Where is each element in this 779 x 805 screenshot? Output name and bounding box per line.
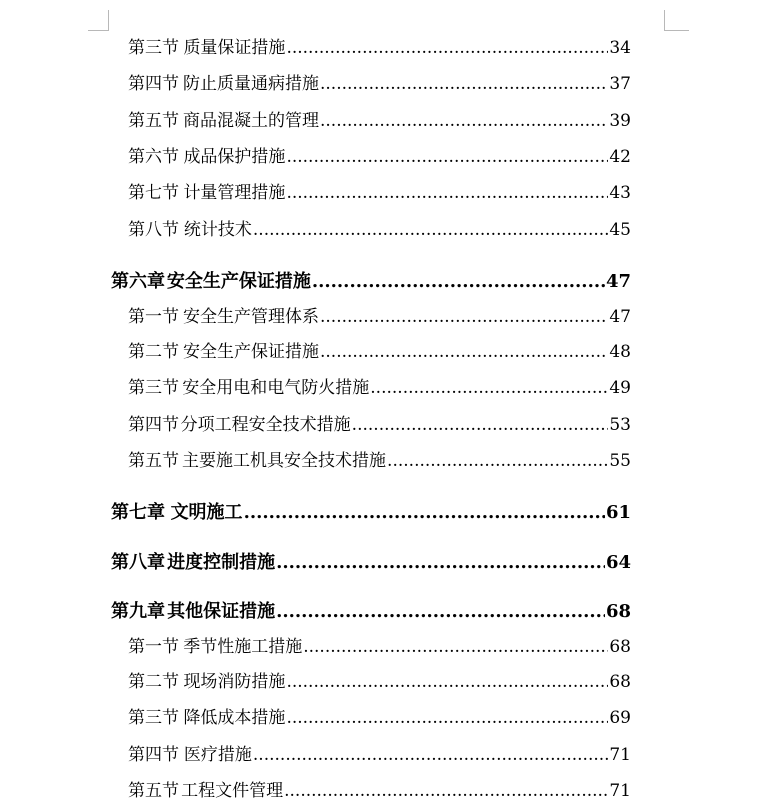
toc-entry-page: 71 [609,745,631,765]
toc-entry-page: 55 [609,451,631,471]
toc-leader-dots [276,552,605,574]
toc-entry-label: 第二节 [128,672,179,692]
toc-leader-dots [244,502,605,524]
toc-entry-title: 其他保证措施 [167,601,276,622]
toc-entry-section[interactable] [128,142,631,167]
toc-entry-label: 第九章 [111,601,165,622]
toc-entry-title: 安全用电和电气防火措施 [182,378,370,398]
toc-entry-page: 61 [605,502,631,523]
toc-entry-page: 53 [609,415,631,435]
toc-leader-dots [286,147,608,167]
toc-entry-section[interactable] [128,106,631,131]
toc-leader-dots [276,601,605,623]
toc-entry-page: 47 [605,271,631,292]
toc-entry-section[interactable] [128,632,631,657]
toc-entry-section[interactable] [128,302,631,327]
toc-entry-title: 现场消防措施 [183,672,286,692]
toc-entry-label: 第一节 [128,307,179,327]
toc-leader-dots [320,111,608,131]
toc-entry-title: 季节性施工措施 [183,637,303,657]
toc-entry-section[interactable] [128,740,631,765]
toc-entry-label: 第七节 [128,183,179,203]
toc-leader-dots [286,672,608,692]
toc-leader-dots [253,745,608,765]
toc-leader-dots [312,271,605,293]
toc-entry-label: 第六节 [128,147,179,167]
toc-entry-page: 42 [609,147,631,167]
toc-entry-section[interactable] [128,446,631,471]
toc-entry-page: 49 [609,378,631,398]
toc-entry-title: 安全生产保证措施 [182,342,319,362]
toc-entry-title: 分项工程安全技术措施 [180,415,351,435]
toc-entry-section[interactable] [128,178,631,203]
toc-entry-title: 降低成本措施 [183,708,286,728]
toc-entry-label: 第五节 [128,111,179,131]
toc-entry-chapter[interactable] [111,597,631,623]
toc-entry-chapter[interactable] [111,498,631,524]
toc-entry-label: 第二节 [128,342,179,362]
toc-leader-dots [320,307,608,327]
toc-entry-title: 主要施工机具安全技术措施 [182,451,387,471]
toc-entry-section[interactable] [128,69,631,94]
toc-entry-label: 第三节 [128,708,179,728]
toc-entry-label: 第八节 [128,220,179,240]
toc-entry-page: 64 [605,552,631,573]
toc-leader-dots [284,781,608,801]
toc-entry-page: 68 [609,672,631,692]
toc-entry-title: 成品保护措施 [183,147,286,167]
toc-entry-label: 第四节 [128,745,179,765]
toc-entry-label: 第八章 [111,552,165,573]
toc-entry-title: 安全生产管理体系 [182,307,319,327]
toc-entry-title: 安全生产保证措施 [166,271,311,292]
toc-entry-page: 39 [609,111,631,131]
toc-entry-page: 37 [609,74,631,94]
toc-entry-title: 统计技术 [183,220,252,240]
toc-leader-dots [286,183,608,203]
toc-entry-label: 第四节 [128,74,179,94]
toc-entry-section[interactable] [128,410,631,435]
toc-entry-section[interactable] [128,373,631,398]
toc-entry-title: 文明施工 [170,502,243,523]
toc-entry-section[interactable] [128,215,631,240]
toc-entry-page: 68 [609,637,631,657]
toc-entry-title: 防止质量通病措施 [182,74,319,94]
toc-entry-label: 第五节 [128,451,179,471]
toc-leader-dots [253,220,608,240]
toc-leader-dots [286,38,608,58]
toc-entry-page: 45 [609,220,631,240]
toc-entry-label: 第六章 [111,271,165,292]
toc-entry-label: 第七章 [111,502,165,523]
toc-entry-page: 47 [609,307,631,327]
toc-leader-dots [387,451,608,471]
toc-entry-page: 34 [609,38,631,58]
toc-entry-section[interactable] [128,703,631,728]
toc-leader-dots [352,415,609,435]
toc-entry-page: 43 [609,183,631,203]
toc-entry-label: 第三节 [128,38,179,58]
toc-entry-title: 计量管理措施 [183,183,286,203]
toc-entry-label: 第一节 [128,637,179,657]
toc-entry-page: 69 [609,708,631,728]
toc-entry-title: 质量保证措施 [183,38,286,58]
toc-entry-title: 工程文件管理 [181,781,284,801]
toc-leader-dots [320,74,608,94]
toc-entry-section[interactable] [128,667,631,692]
toc-entry-title: 商品混凝土的管理 [182,111,319,131]
toc-entry-chapter[interactable] [111,548,631,574]
toc-entry-label: 第四节 [128,415,179,435]
toc-entry-section[interactable] [128,33,631,58]
toc-entry-title: 进度控制措施 [167,552,276,573]
toc-leader-dots [320,342,608,362]
toc-entry-label: 第三节 [128,378,179,398]
toc-entry-page: 71 [609,781,631,801]
toc-entry-page: 48 [609,342,631,362]
toc-leader-dots [286,708,608,728]
toc-leader-dots [303,637,608,657]
toc-entry-section[interactable] [128,337,631,362]
toc-entry-section[interactable] [128,776,631,801]
toc-entry-page: 68 [605,601,631,622]
toc-entry-chapter[interactable] [111,267,631,293]
toc-entry-title: 医疗措施 [183,745,252,765]
toc-leader-dots [370,378,608,398]
toc-entry-label: 第五节 [128,781,179,801]
